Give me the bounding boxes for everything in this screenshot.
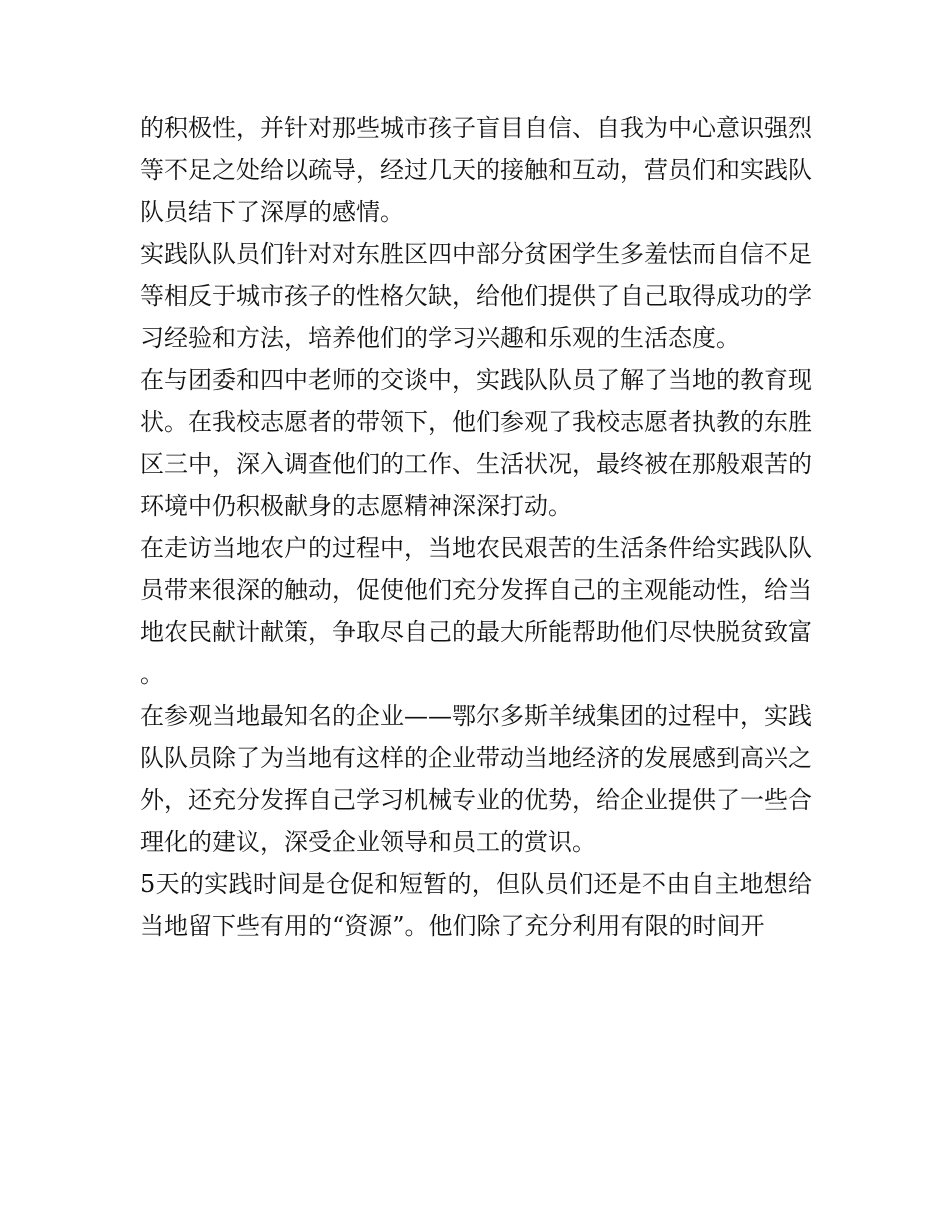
paragraph-2: 实践队队员们针对对东胜区四中部分贫困学生多羞怯而自信不足等相反于城市孩子的性格欠缺，给他们提供了自己取得成功的学习经验和方法，培养他们的学习兴趣和乐观的生活态度。 — [140, 240, 812, 352]
paragraph-6: 5天的实践时间是仓促和短暂的，但队员们还是不由自主地想给当地留下些有用的“资源”。他们除了充分利用有限的时间开 — [140, 870, 812, 940]
document-body — [140, 107, 812, 947]
paragraph-4: 在走访当地农户的过程中，当地农民艰苦的生活条件给实践队队员带来很深的触动，促使他们充分发挥自己的主观能动性，给当地农民献计献策，争取尽自己的最大所能帮助他们尽快脱贫致富。 — [140, 534, 812, 688]
paragraph-3: 在与团委和四中老师的交谈中，实践队队员了解了当地的教育现状。在我校志愿者的带领下，他们参观了我校志愿者执教的东胜区三中，深入调查他们的工作、生活状况，最终被在那般艰苦的环境中仍积极献身的志愿精神深深打动。 — [140, 366, 812, 520]
paragraph-1: 的积极性，并针对那些城市孩子盲目自信、自我为中心意识强烈等不足之处给以疏导，经过几天的接触和互动，营员们和实践队队员结下了深厚的感情。 — [140, 114, 812, 226]
paragraph-5: 在参观当地最知名的企业——鄂尔多斯羊绒集团的过程中，实践队队员除了为当地有这样的企业带动当地经济的发展感到高兴之外，还充分发挥自己学习机械专业的优势，给企业提供了一些合理化的建议，深受企业领导和员工的赏识。 — [140, 702, 812, 856]
